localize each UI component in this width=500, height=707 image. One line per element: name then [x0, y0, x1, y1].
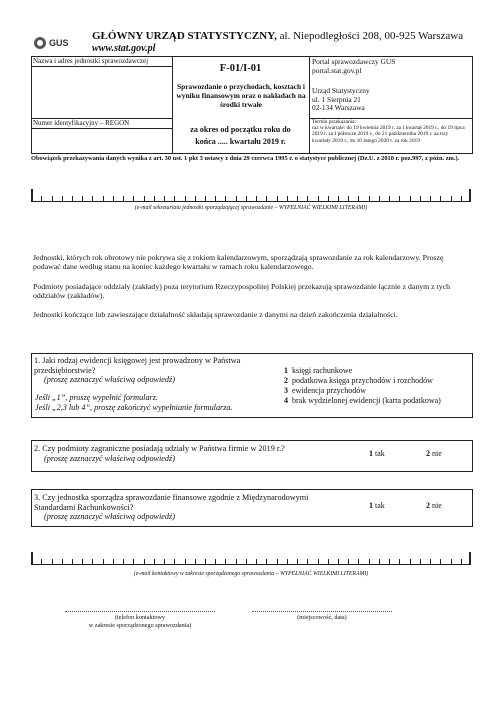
field-cell-tick [123, 196, 124, 201]
field-cell-tick [236, 559, 237, 564]
q1-option-1[interactable] [284, 366, 352, 376]
website: www.stat.gov.pl [92, 43, 156, 54]
question-2-text: 2. Czy podmioty zagraniczne posiadają udziały w Państwa firmie w 2019 r.? [34, 444, 285, 453]
divider [31, 66, 172, 67]
option-number: 2 [426, 501, 430, 510]
field-cell-tick [318, 559, 319, 564]
field-cell-tick [399, 196, 400, 201]
field-cell-tick [318, 196, 319, 201]
field-cell-tick [205, 559, 206, 564]
option-label: brak wydzielonej ewidencji (karta podatkowa) [292, 396, 441, 405]
field-edge [469, 189, 471, 201]
divider [31, 128, 172, 129]
option-label: księgi rachunkowe [292, 366, 353, 375]
info-paragraph-3: Jednostki kończące lub zawieszające działalność składają sprawozdanie z danymi na dzień zakończenia działalności. [33, 310, 398, 319]
field-cell-tick [287, 559, 288, 564]
field-cell-tick [338, 559, 339, 564]
email-contact-label: (e-mail kontaktowy w zakresie sporządzonego sprawozdania – WYPEŁNIAĆ WIELKIMI LITERAMI) [133, 571, 369, 577]
field-cell-tick [348, 559, 349, 564]
portal-info [312, 58, 395, 75]
period-suffix: kwartału 2019 r. [229, 137, 286, 146]
question-3-text: 3. Czy jednostka sporządza sprawozdanie finansowe zgodnie z Międzynarodowymi Standardami Rachunkowości? [34, 493, 309, 512]
period-line-2 [172, 137, 309, 146]
phone-label-line-1: (telefon kontaktowy [114, 614, 165, 621]
q3-option-yes[interactable] [369, 501, 385, 511]
field-cell-tick [103, 196, 104, 201]
phone-label [65, 614, 215, 629]
field-cell-tick [410, 559, 411, 564]
field-cell-tick [41, 196, 42, 201]
form-title: Sprawozdanie o przychodach, kosztach i wyniku finansowym oraz o nakładach na środki trwałe [176, 82, 306, 109]
field-cell-tick [52, 196, 53, 201]
field-cell-tick [430, 196, 431, 201]
field-cell-tick [246, 196, 247, 201]
field-cell-tick [307, 196, 308, 201]
phone-label-line-2: w zakresie sporządzonego sprawozdania) [88, 621, 192, 629]
period-prefix: końca [195, 137, 216, 146]
field-cell-tick [246, 559, 247, 564]
deadline-title: Termin przekazania: [312, 119, 357, 125]
option-number: 2 [426, 449, 430, 458]
place-date-field[interactable] [252, 610, 392, 612]
field-edge [31, 552, 33, 564]
field-cell-tick [287, 196, 288, 201]
field-cell-tick [195, 196, 196, 201]
info-paragraph-1: Jednostki, których rok obrotowy nie pokrywa się z rokiem kalendarzowym, sporządzają sprawozdanie za rok kalendarzowy. Proszę podawać dane według stanu na koniec każdego kwartału w ramach roku kalendarzowego. [33, 253, 444, 272]
field-cell-tick [133, 196, 134, 201]
field-cell-tick [266, 196, 267, 201]
option-number: 3 [284, 386, 288, 395]
institution-name: GŁÓWNY URZĄD STATYSTYCZNY, [92, 30, 277, 42]
field-cell-tick [164, 559, 165, 564]
field-cell-tick [389, 559, 390, 564]
q1-option-3[interactable] [284, 386, 366, 396]
option-label: nie [432, 449, 442, 458]
form-code: F-01/I-01 [219, 63, 262, 74]
deadline [312, 119, 468, 144]
field-cell-tick [399, 559, 400, 564]
field-cell-tick [420, 559, 421, 564]
field-cell-tick [123, 559, 124, 564]
field-cell-tick [185, 196, 186, 201]
field-cell-tick [369, 559, 370, 564]
field-cell-tick [358, 196, 359, 201]
field-cell-tick [328, 559, 329, 564]
q3-option-no[interactable] [426, 501, 442, 511]
q2-option-yes[interactable] [369, 449, 385, 459]
field-cell-tick [195, 559, 196, 564]
field-edge [469, 552, 471, 564]
option-number: 4 [284, 396, 288, 405]
regon-label: Numer identyfikacyjny – REGON [33, 119, 130, 127]
field-cell-tick [379, 196, 380, 201]
field-cell-tick [225, 559, 226, 564]
field-cell-tick [297, 196, 298, 201]
field-cell-tick [133, 559, 134, 564]
gus-logo-icon [33, 36, 47, 50]
field-cell-tick [236, 196, 237, 201]
field-cell-tick [154, 559, 155, 564]
field-cell-tick [113, 559, 114, 564]
field-cell-tick [62, 196, 63, 201]
period-line-1: za okres od początku roku do [190, 125, 291, 134]
field-cell-tick [277, 196, 278, 201]
field-cell-tick [52, 559, 53, 564]
email-secretariat-field[interactable] [31, 189, 471, 202]
field-cell-tick [451, 559, 452, 564]
field-cell-tick [225, 196, 226, 201]
field-cell-tick [103, 559, 104, 564]
question-1-hint: (proszę zaznaczyć właściwą odpowiedź) [44, 375, 175, 384]
portal-name: Portal sprawozdawczy GUS [312, 57, 396, 66]
field-cell-tick [440, 559, 441, 564]
field-cell-tick [358, 559, 359, 564]
field-edge [31, 189, 33, 201]
field-cell-tick [144, 559, 145, 564]
field-cell-tick [164, 196, 165, 201]
question-3-hint: (proszę zaznaczyć właściwą odpowiedź) [44, 512, 175, 521]
email-contact-field[interactable] [31, 552, 471, 565]
field-cell-tick [256, 196, 257, 201]
field-cell-tick [410, 196, 411, 201]
field-cell-tick [369, 196, 370, 201]
office-name: Urząd Statystyczny [312, 86, 370, 95]
field-cell-tick [72, 559, 73, 564]
q1-option-4[interactable] [284, 396, 441, 406]
divider [309, 56, 310, 154]
field-cell-tick [205, 196, 206, 201]
field-cell-tick [41, 559, 42, 564]
field-cell-tick [174, 559, 175, 564]
field-cell-tick [154, 196, 155, 201]
field-cell-tick [215, 559, 216, 564]
deadline-text: raz w kwartale: do 19 kwietnia 2019 r. za I kwartał 2019 r., do 19 lipca 2019 r. za I półrocze 2019 r., do 21 października 2019 r. za trzy kwartały 2019 r., do 10 lutego 2020 r. za rok 2019 [312, 125, 465, 144]
field-cell-tick [92, 196, 93, 201]
place-date-label: (miejscowość, data) [297, 614, 347, 621]
field-cell-tick [328, 196, 329, 201]
field-cell-tick [144, 196, 145, 201]
phone-field[interactable] [65, 610, 215, 612]
field-cell-tick [92, 559, 93, 564]
option-label: podatkowa księga przychodów i rozchodów [292, 376, 433, 385]
field-cell-tick [277, 559, 278, 564]
field-cell-tick [430, 559, 431, 564]
field-cell-tick [266, 559, 267, 564]
legal-obligation: Obowiązek przekazywania danych wynika z art. 30 ust. 1 pkt 3 ustawy z dnia 29 czerwca 1995 r. o statystyce publicznej (Dz.U. z 2018 r. poz.997, z późn. zm.). [31, 155, 460, 162]
portal-url[interactable]: portal.stat.gov.pl [312, 65, 362, 75]
question-1-text: 1. Jaki rodzaj ewidencji księgowej jest prowadzony w Państwa przedsiębiorstwie? [34, 356, 241, 375]
option-number: 1 [369, 501, 373, 510]
option-label: tak [375, 501, 385, 510]
gus-logo-text: GUS [49, 38, 69, 48]
institution-line [92, 30, 463, 43]
field-cell-tick [113, 196, 114, 201]
field-cell-tick [348, 196, 349, 201]
option-label: tak [375, 449, 385, 458]
email-secretariat-label: (e-mail sekretariatu jednostki sporządzającej sprawozdanie – WYPEŁNIAĆ WIELKIMI LITERAMI) [134, 205, 368, 211]
quarter-field[interactable]: ..... [217, 137, 228, 146]
question-1-note-2: Jeśli „2,3 lub 4”, proszę zakończyć wypełnianie formularza. [35, 403, 233, 412]
institution-address: al. Niepodległości 208, 00-925 Warszawa [279, 30, 464, 42]
field-cell-tick [82, 196, 83, 201]
field-cell-tick [461, 196, 462, 201]
field-cell-tick [256, 559, 257, 564]
q2-option-no[interactable] [426, 449, 442, 459]
field-cell-tick [338, 196, 339, 201]
office-info [312, 87, 370, 113]
field-cell-tick [215, 196, 216, 201]
field-cell-tick [461, 559, 462, 564]
info-paragraph-2: Podmioty posiadające oddziały (zakłady) poza terytorium Rzeczypospolitej Polskiej przekazują sprawozdanie łącznie z danym z tych oddziałów (zakładów). [33, 282, 450, 301]
field-cell-tick [82, 559, 83, 564]
field-cell-tick [62, 559, 63, 564]
field-cell-tick [420, 196, 421, 201]
option-number: 1 [369, 449, 373, 458]
option-number: 2 [284, 376, 288, 385]
field-cell-tick [379, 559, 380, 564]
field-cell-tick [174, 196, 175, 201]
office-street: ul. 1 Sierpnia 21 [312, 94, 361, 104]
field-cell-tick [72, 196, 73, 201]
field-cell-tick [451, 196, 452, 201]
option-label: nie [432, 501, 442, 510]
field-cell-tick [440, 196, 441, 201]
field-cell-tick [185, 559, 186, 564]
option-label: ewidencja przychodów [292, 386, 366, 395]
field-cell-tick [389, 196, 390, 201]
question-2-hint: (proszę zaznaczyć właściwą odpowiedź) [44, 454, 175, 463]
field-cell-tick [297, 559, 298, 564]
q1-option-2[interactable] [284, 376, 433, 386]
option-number: 1 [284, 366, 288, 375]
office-city: 02-134 Warszawa [312, 103, 365, 113]
question-1-note-1: Jeśli „1”, proszę wypełnić formularz. [35, 393, 158, 402]
name-label: Nazwa i adres jednostki sprawozdawczej [33, 57, 149, 65]
gus-logo [33, 33, 73, 53]
field-cell-tick [307, 559, 308, 564]
